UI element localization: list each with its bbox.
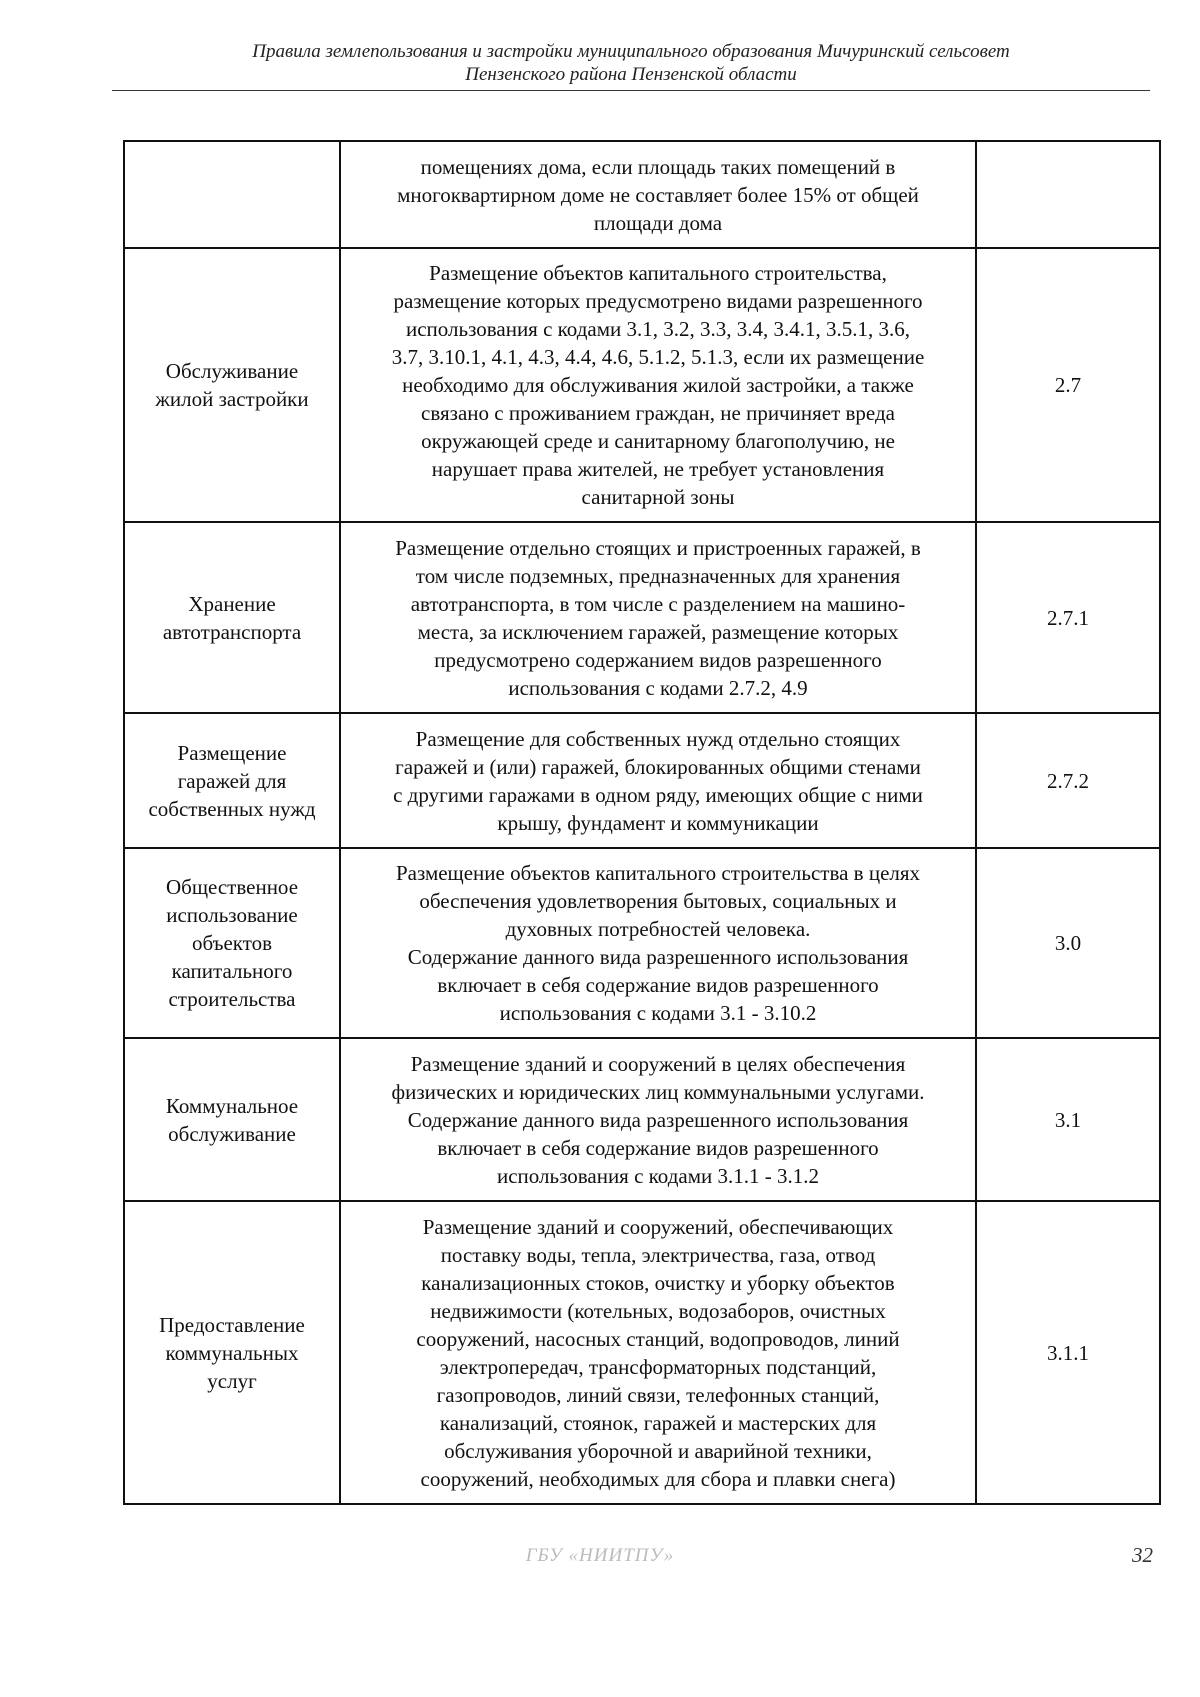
use-name-cell: Общественное использование объектов капитального строительства bbox=[124, 848, 340, 1038]
use-description-cell: Размещение для собственных нужд отдельно стоящих гаражей и (или) гаражей, блокированных общими стенами с другими гаражами в одном ряду, имеющих общие с ними крышу, фундамент и коммуникации bbox=[340, 713, 976, 848]
use-code-cell: 2.7 bbox=[976, 248, 1160, 522]
land-use-table bbox=[123, 140, 1161, 1505]
use-name-cell: Размещение гаражей для собственных нужд bbox=[124, 713, 340, 848]
use-name-cell: Обслуживание жилой застройки bbox=[124, 248, 340, 522]
use-description-cell: Размещение объектов капитального строительства, размещение которых предусмотрено видами разрешенного использования с кодами 3.1, 3.2, 3.3, 3.4, 3.4.1, 3.5.1, 3.6, 3.7, 3.10.1, 4.1, 4.3, 4.4, 4.6, 5.1.2, 5.1.3, если их размещение необходимо для обслуживания жилой застройки, а также связано с проживанием граждан, не причиняет вреда окружающей среде и санитарному благополучию, не нарушает права жителей, не требует установления санитарной зоны bbox=[340, 248, 976, 522]
use-code-cell: 3.1 bbox=[976, 1038, 1160, 1201]
use-description-cell: Размещение объектов капитального строительства в целях обеспечения удовлетворения бытовых, социальных и духовных потребностей человека. Содержание данного вида разрешенного использования включает в себя содержание видов разрешенного использования с кодами 3.1 - 3.10.2 bbox=[340, 848, 976, 1038]
page-header bbox=[112, 40, 1150, 86]
use-description-cell: Размещение зданий и сооружений в целях обеспечения физических и юридических лиц коммунальными услугами. Содержание данного вида разрешенного использования включает в себя содержание видов разрешенного использования с кодами 3.1.1 - 3.1.2 bbox=[340, 1038, 976, 1201]
table-row bbox=[124, 141, 1160, 248]
footer-organization: ГБУ «НИИТПУ» bbox=[525, 1545, 675, 1566]
use-description-cell: Размещение зданий и сооружений, обеспечивающих поставку воды, тепла, электричества, газа, отвод канализационных стоков, очистку и уборку объектов недвижимости (котельных, водозаборов, очистных сооружений, насосных станций, водопроводов, линий электропередач, трансформаторных подстанций, газопроводов, линий связи, телефонных станций, канализаций, стоянок, гаражей и мастерских для обслуживания уборочной и аварийной техники, сооружений, необходимых для сбора и плавки снега) bbox=[340, 1201, 976, 1504]
use-code-cell: 3.0 bbox=[976, 848, 1160, 1038]
use-name-cell: Коммунальное обслуживание bbox=[124, 1038, 340, 1201]
table-row bbox=[124, 1038, 1160, 1201]
use-name-cell: Предоставление коммунальных услуг bbox=[124, 1201, 340, 1504]
header-line-2: Пензенского района Пензенской области bbox=[465, 64, 797, 85]
table-row bbox=[124, 848, 1160, 1038]
table-row bbox=[124, 248, 1160, 522]
use-code-cell: 3.1.1 bbox=[976, 1201, 1160, 1504]
use-code-cell: 2.7.1 bbox=[976, 522, 1160, 713]
header-line-1: Правила землепользования и застройки муниципального образования Мичуринский сельсовет bbox=[252, 41, 1010, 62]
use-name-cell: Хранение автотранспорта bbox=[124, 522, 340, 713]
use-description-cell: Размещение отдельно стоящих и пристроенных гаражей, в том числе подземных, предназначенных для хранения автотранспорта, в том числе с разделением на машино- места, за исключением гаражей, размещение которых предусмотрено содержанием видов разрешенного использования с кодами 2.7.2, 4.9 bbox=[340, 522, 976, 713]
table-row bbox=[124, 713, 1160, 848]
page-number: 32 bbox=[1132, 1543, 1153, 1567]
table-row bbox=[124, 522, 1160, 713]
use-code-cell: 2.7.2 bbox=[976, 713, 1160, 848]
use-code-cell bbox=[976, 141, 1160, 248]
use-description-cell: помещениях дома, если площадь таких помещений в многоквартирном доме не составляет более 15% от общей площади дома bbox=[340, 141, 976, 248]
header-rule bbox=[112, 90, 1150, 91]
use-name-cell bbox=[124, 141, 340, 248]
table-row bbox=[124, 1201, 1160, 1504]
